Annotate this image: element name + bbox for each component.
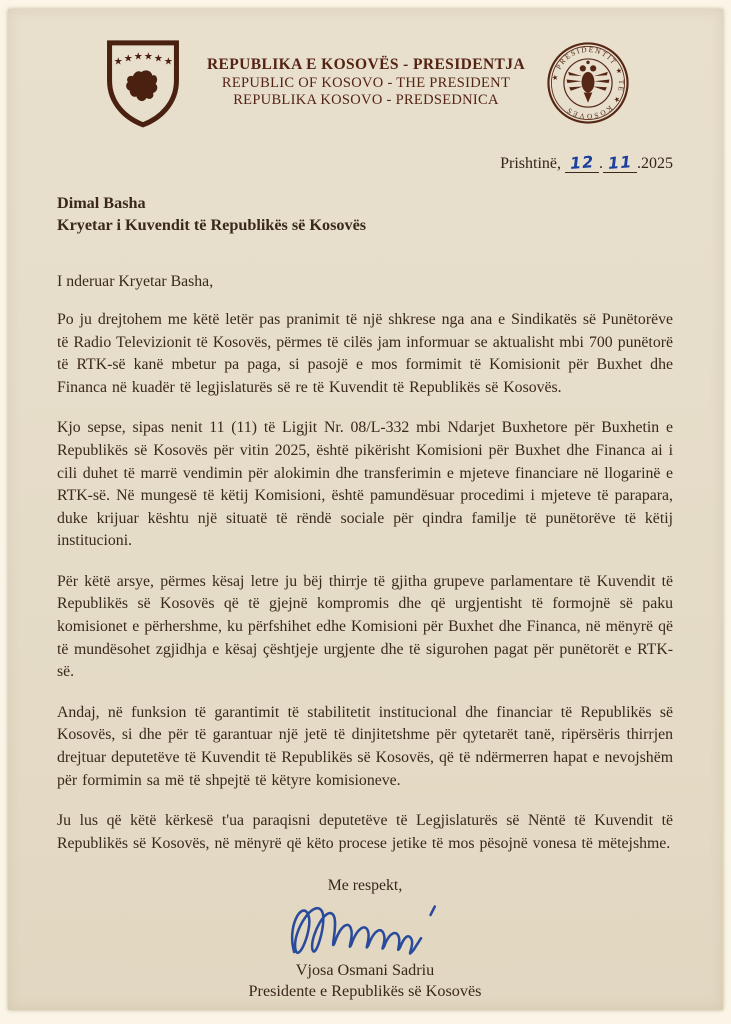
letterhead-title-albanian: REPUBLIKA E KOSOVËS - PRESIDENTJA	[206, 55, 526, 73]
presidential-seal-icon	[545, 40, 631, 126]
date-city-label: Prishtinë,	[500, 155, 561, 172]
svg-text:★: ★	[163, 56, 173, 68]
date-month-slot	[603, 152, 637, 173]
recipient-title: Kryetar i Kuvendit të Republikës së Kosovës	[57, 216, 367, 235]
date-year: .2025	[637, 155, 673, 172]
body-paragraph-5: Ju lus që këtë kërkesë t'ua paraqisni deputetëve të Legjislaturës së Nëntë të Kuvendit të Republikës së Kosovës, në mënyrë që këto procese jetike të mos pësojnë vonesa të mëtejshme.	[57, 812, 673, 852]
svg-text:★: ★	[153, 53, 163, 65]
signatory-name: Vjosa Osmani Sadriu	[295, 961, 435, 980]
svg-text:★: ★	[113, 56, 123, 68]
handwritten-signature-icon	[240, 897, 490, 971]
salutation: I nderuar Kryetar Basha,	[57, 273, 214, 291]
body-paragraph-3: Për këtë arsye, përmes kësaj letre ju bëj thirrje të gjitha grupeve parlamentare të Kuvendit të Republikës së Kosovës që të gjejnë kompromis dhe që urgjentisht të formojnë së paku komisionet e përhershme, ku përfshihet edhe Komisioni për Buxhet dhe Financa, në mënyrë që të mundësohet zgjidhja e kësaj çështjeje urgjente dhe të sigurohen pagat për punëtorët e RTK-së.	[57, 572, 673, 681]
svg-text:★ PRESIDENTIT ★ TË ★ KOSOVËS: ★ PRESIDENTIT ★ TË ★ KOSOVËS	[549, 44, 627, 122]
date-line	[57, 152, 673, 173]
svg-text:★: ★	[123, 53, 133, 65]
letterhead	[57, 37, 673, 129]
signatory-title: Presidente e Republikës së Kosovës	[248, 982, 482, 1001]
valediction: Me respekt,	[327, 877, 403, 895]
kosovo-shield-icon	[99, 37, 187, 129]
recipient-name: Dimal Basha	[57, 194, 146, 213]
letterhead-title-serbian: REPUBLIKA KOSOVO - PREDSEDNICA	[233, 92, 499, 109]
recipient-block	[57, 193, 673, 237]
svg-text:★: ★	[133, 51, 143, 63]
date-separator: .	[599, 155, 603, 172]
handwritten-month: 11	[607, 152, 633, 173]
letterhead-title-english: REPUBLIC OF KOSOVO - THE PRESIDENT	[221, 74, 511, 91]
date-day-slot	[565, 152, 599, 173]
body-paragraph-4: Andaj, në funksion të garantimit të stabilitetit institucional dhe financiar të Republikës së Kosovës, si dhe për të garantuar një jetë të dinjitetshme për qytetarët tanë, ripërsëris thirrjen drejtuar deputetëve të Kuvendit të Republikës së Kosovës, që të ndërmerren hapat e nevojshëm për formimin sa më të shpejtë të këtyre komisioneve.	[57, 703, 673, 789]
body-paragraph-2: Kjo sepse, sipas nenit 11 (11) të Ligjit Nr. 08/L-332 mbi Ndarjet Buxhetore për Buxhetin e Republikës së Kosovës për vitin 2025, është pikërisht Komisioni për Buxhet dhe Financa ai i cili duhet të marrë vendimin për alokimin dhe transferimin e mjeteve financiare në llogarinë e RTK-së. Në mungesë të këtij Komisioni, është pamundësuar procedimi i mjeteve të parapara, duke krijuar kështu një situatë të rëndë sociale për qindra familje të punëtorëve të këtij institucioni.	[57, 419, 673, 550]
letter-document	[8, 9, 723, 1010]
svg-text:★: ★	[143, 51, 153, 63]
body-paragraph-1: Po ju drejtohem me këtë letër pas pranimit të një shkrese nga ana e Sindikatës së Punëtorëve të Radio Televizionit të Kosovës, përmes të cilës jam informuar se aktualisht mbi 700 punëtorë të RTK-së kanë mbetur pa paga, si pasojë e mos formimit të Komisionit për Buxhet dhe Financa në kuadër të legjislaturës së re të Kuvendit të Republikës së Kosovës.	[57, 311, 673, 396]
signature-block	[57, 897, 673, 1001]
letterhead-titles	[203, 56, 529, 110]
handwritten-day: 12	[569, 152, 595, 173]
